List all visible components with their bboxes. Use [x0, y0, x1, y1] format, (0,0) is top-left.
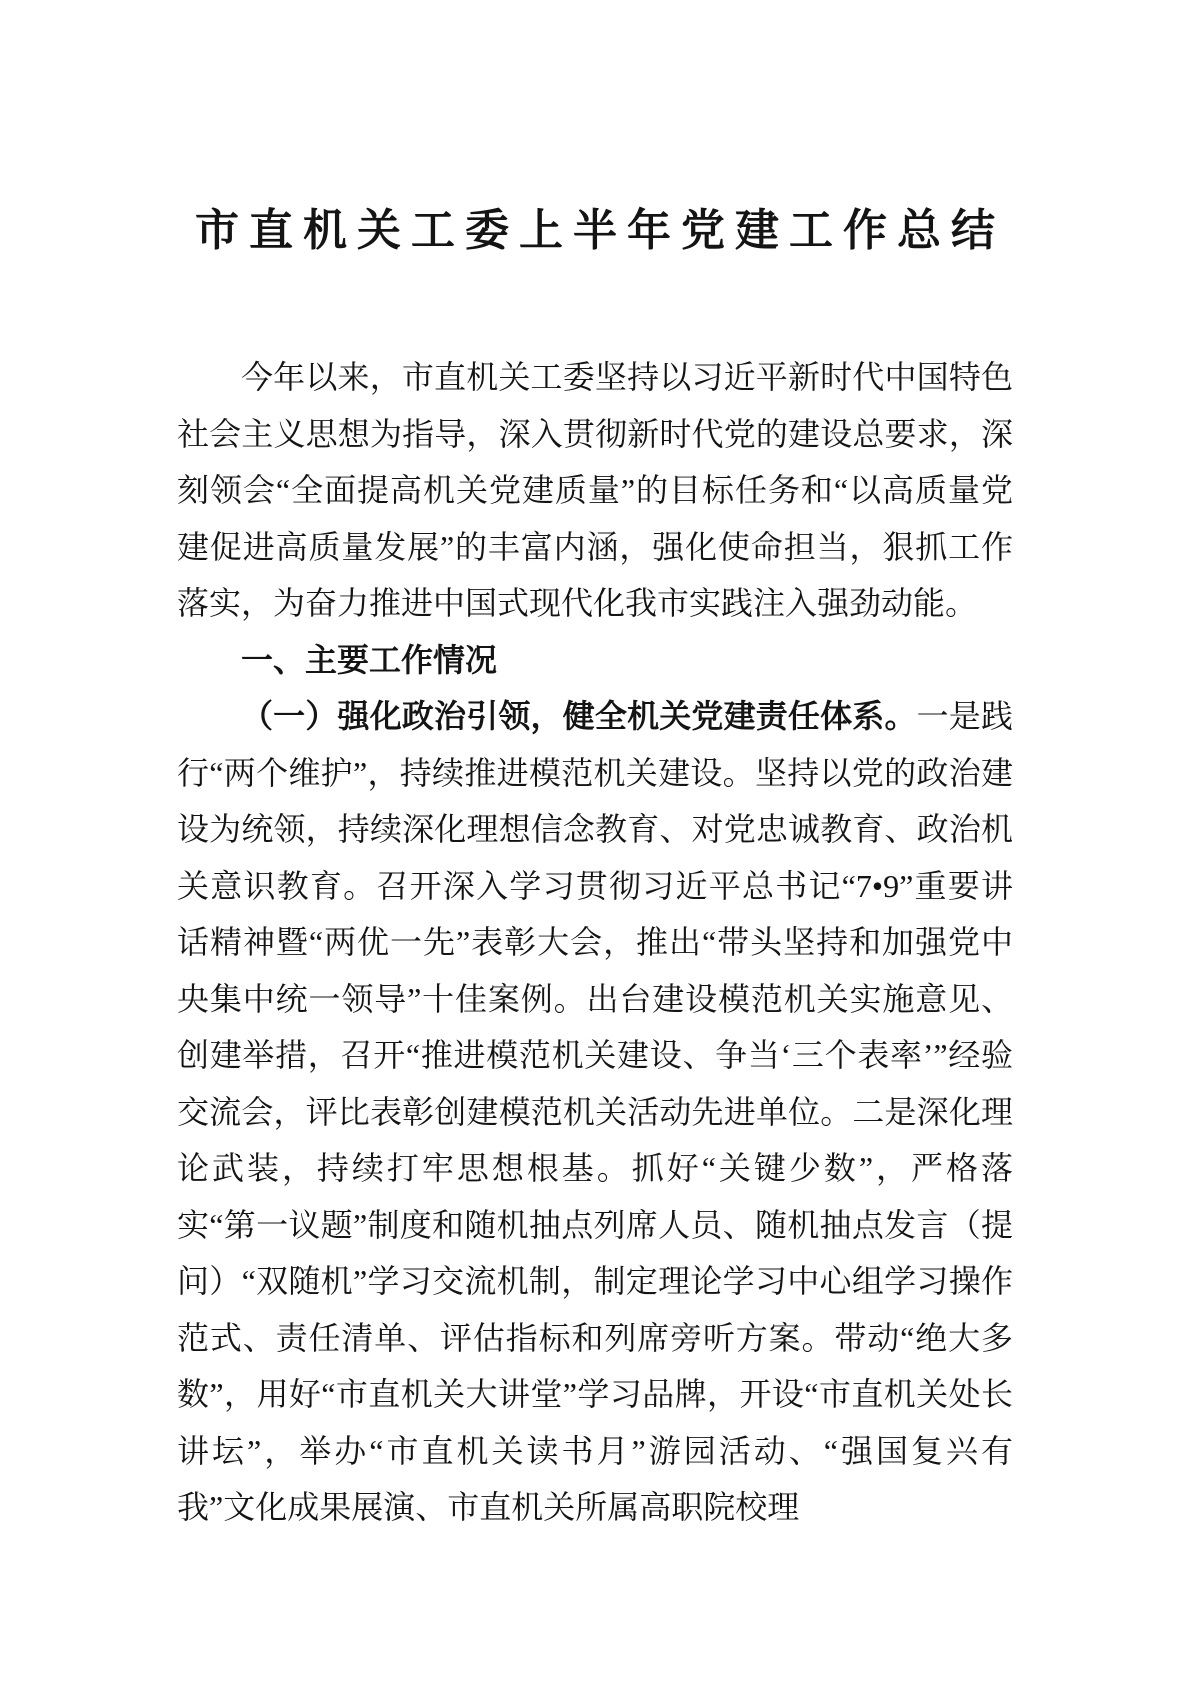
- paragraph: [177, 349, 1013, 632]
- emphasis-text: （一）强化政治引领，健全机关党建责任体系。: [241, 698, 917, 734]
- section-heading: [177, 632, 1013, 689]
- document-title: 市直机关工委上半年党建工作总结: [195, 206, 1005, 255]
- emphasis-text: 一、主要工作情况: [241, 641, 498, 678]
- body-text: 一是践行“两个维护”，持续推进模范机关建设。坚持以党的政治建设为统领，持续深化理想信念教育、对党忠诚教育、政治机关意识教育。召开深入学习贯彻习近平总书记“7•9”重要讲话精神暨“两优一先”表彰大会，推出“带头坚持和加强党中央集中统一领导”十佳案例。出台建设模范机关实施意见、创建举措，召开“推进模范机关建设、争当‘三个表率’”经验交流会，评比表彰创建模范机关活动先进单位。二是深化理论武装，持续打牢思想根基。抓好“关键少数”，严格落实“第一议题”制度和随机抽点列席人员、随机抽点发言（提问）“双随机”学习交流机制，制定理论学习中心组学习操作范式、责任清单、评估指标和列席旁听方案。带动“绝大多数”，用好“市直机关大讲堂”学习品牌，开设“市直机关处长讲坛”，举办“市直机关读书月”游园活动、“强国复兴有我”文化成果展演、市直机关所属高职院校理: [177, 698, 1013, 1525]
- body-text: 今年以来，市直机关工委坚持以习近平新时代中国特色社会主义思想为指导，深入贯彻新时代党的建设总要求，深刻领会“全面提高机关党建质量”的目标任务和“以高质量党建促进高质量发展”的丰富内涵，强化使命担当，狠抓工作落实，为奋力推进中国式现代化我市实践注入强劲动能。: [177, 359, 1013, 621]
- document-body: [177, 349, 1013, 1536]
- paragraph: [177, 688, 1013, 1536]
